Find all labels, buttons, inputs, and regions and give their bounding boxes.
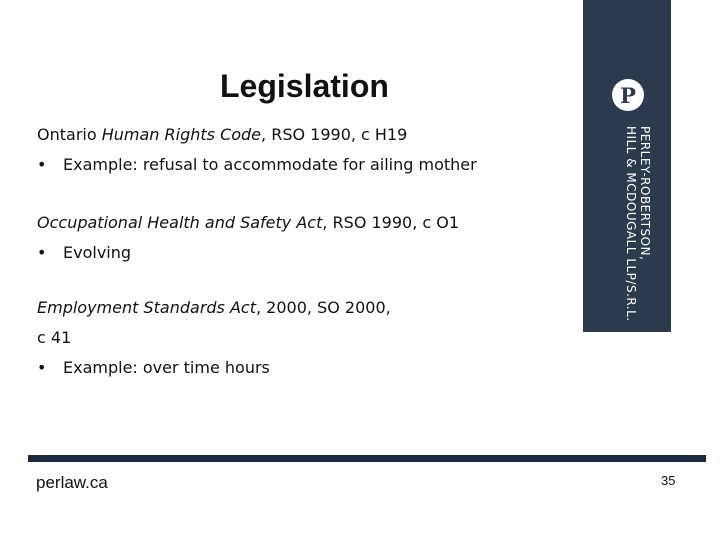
logo-letter: P bbox=[620, 82, 636, 108]
citation-text: , 2000, SO 2000, bbox=[256, 298, 391, 317]
bullet-icon: • bbox=[37, 358, 47, 377]
bullet-text: Example: refusal to accommodate for ailing mother bbox=[63, 155, 477, 174]
legislation-citation bbox=[37, 208, 557, 238]
brand-panel bbox=[583, 0, 671, 332]
citation-prefix: Ontario bbox=[37, 125, 102, 144]
legislation-citation bbox=[37, 120, 557, 150]
bullet-point bbox=[37, 150, 557, 180]
firm-name-line1: PERLEY-ROBERTSON, bbox=[638, 126, 652, 261]
act-title: Employment Standards Act bbox=[37, 298, 256, 317]
slide-title: Legislation bbox=[220, 68, 389, 104]
firm-name-vertical bbox=[624, 126, 652, 322]
page-number: 35 bbox=[661, 473, 676, 488]
legislation-item-esa bbox=[37, 293, 557, 383]
legislation-item-ohsa bbox=[37, 208, 557, 268]
citation-text: , RSO 1990, c O1 bbox=[322, 213, 460, 232]
firm-name-line2: HILL & MCDOUGALL LLP/S.R.L. bbox=[624, 126, 638, 322]
act-title: Occupational Health and Safety Act bbox=[37, 213, 323, 232]
act-title: Human Rights Code bbox=[101, 125, 262, 144]
bullet-point bbox=[37, 353, 557, 383]
firm-logo-icon bbox=[612, 79, 644, 111]
footer-website: perlaw.ca bbox=[36, 473, 108, 492]
footer-divider bbox=[28, 455, 706, 462]
legislation-citation bbox=[37, 293, 557, 323]
bullet-point bbox=[37, 238, 557, 268]
legislation-item-human-rights bbox=[37, 120, 557, 180]
legislation-citation-continued: c 41 bbox=[37, 328, 72, 347]
bullet-icon: • bbox=[37, 155, 47, 174]
bullet-text: Example: over time hours bbox=[63, 358, 270, 377]
bullet-icon: • bbox=[37, 243, 47, 262]
citation-text: , RSO 1990, c H19 bbox=[261, 125, 408, 144]
bullet-text: Evolving bbox=[63, 243, 132, 262]
